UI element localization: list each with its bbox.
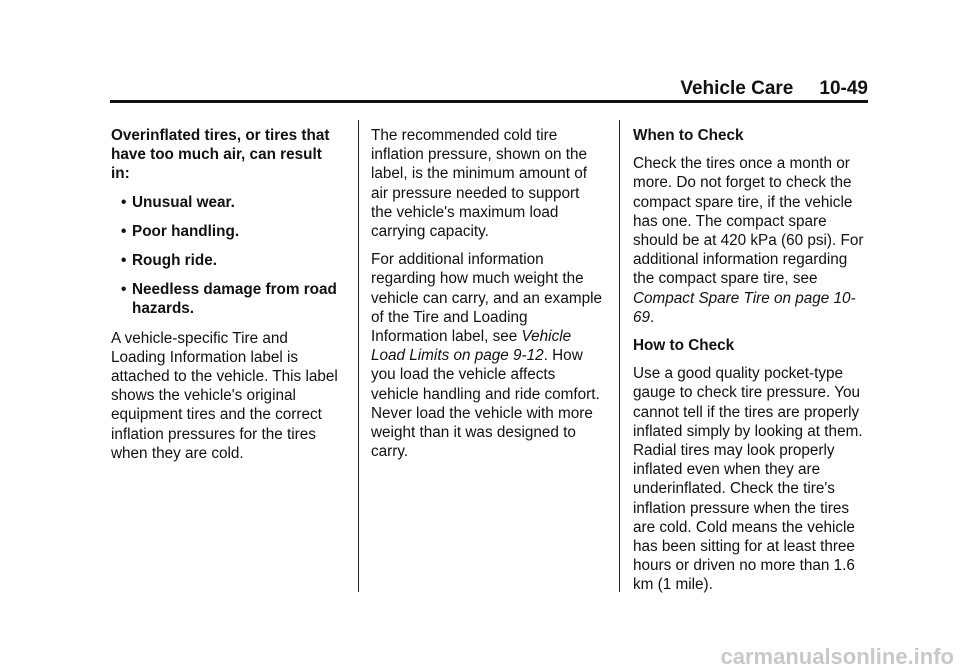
label-paragraph: A vehicle-specific Tire and Loading Information label is attached to the vehicle. This label shows the vehicle's original equipment tires and the correct inflation pressures for the tires when they are cold.	[111, 329, 338, 462]
column-2	[371, 126, 603, 470]
how-to-check-heading: How to Check	[633, 337, 735, 355]
watermark: carmanualsonline.info	[720, 644, 954, 669]
page-header	[110, 78, 868, 100]
pressure-paragraph: The recommended cold tire inflation pressure, shown on the label, is the minimum amount of air pressure needed to support the vehicle's maximum load carrying capacity.	[371, 127, 587, 241]
page-number: 10-49	[819, 78, 868, 99]
bullet-intro: Overinflated tires, or tires that have too much air, can result in:	[111, 127, 330, 183]
header-rule	[110, 100, 868, 103]
when-to-check-heading: When to Check	[633, 127, 744, 144]
list-item: • Unusual wear.	[121, 193, 235, 211]
bullet-list	[111, 193, 343, 319]
list-item: • Needless damage from road hazards.	[121, 281, 337, 318]
column-divider	[358, 120, 359, 592]
when-to-check-paragraph: Check the tires once a month or more. Do not forget to check the compact spare tire, if the vehicle has one. The compact spare should be at 420 kPa (60 psi). For additional information regarding the compact spare tire, see Compact Spare Tire on page 10-69.	[633, 155, 864, 326]
column-3	[633, 126, 865, 604]
list-item: • Rough ride.	[121, 252, 217, 270]
vehicle-load-limits-link[interactable]: Vehicle Load Limits on page 9-12	[371, 328, 572, 365]
column-divider	[619, 120, 620, 592]
section-title: Vehicle Care	[680, 78, 794, 99]
column-1	[111, 126, 343, 472]
compact-spare-tire-link[interactable]: Compact Spare Tire on page 10-69	[633, 289, 856, 326]
list-item: • Poor handling.	[121, 222, 240, 240]
load-paragraph: For additional information regarding how much weight the vehicle can carry, and an example of the Tire and Loading Information label, see Vehicle Load Limits on page 9-12. How you load the vehicle affects vehicle handling and ride comfort. Never load the vehicle with more weight than it was designed to carry.	[371, 251, 602, 461]
how-to-check-paragraph: Use a good quality pocket-type gauge to check tire pressure. You cannot tell if the tires are properly inflated simply by looking at them. Radial tires may look properly inflated even when they are underinflated. Check the tire's inflation pressure when the tires are cold. Cold means the vehicle has been sitting for at least three hours or driven no more than 1.6 km (1 mile).	[633, 365, 863, 594]
